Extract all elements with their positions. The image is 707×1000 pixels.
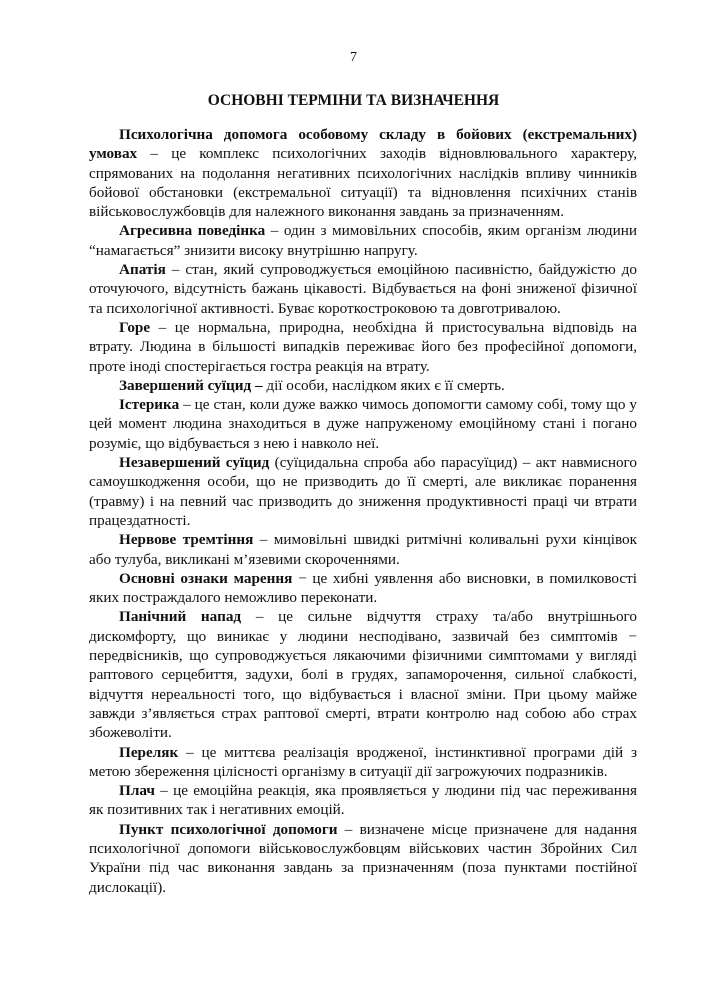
term-entry <box>89 820 637 897</box>
term-definition: дії особи, наслідком яких є її смерть. <box>262 376 505 394</box>
term-entry <box>89 781 637 820</box>
term-name: Істерика <box>119 396 180 414</box>
term-name: Нервове тремтіння <box>119 531 254 549</box>
term-entry <box>89 260 637 318</box>
term-definition: – це стан, коли дуже важко чимось допомогти самому собі, тому що у цей момент людина знаходиться в дуже напруженому емоційному стані і погано розуміє, що відбувається з нею і навколо неї. <box>89 396 637 452</box>
term-definition: – це миттєва реалізація вродженої, інстинктивної програми дій з метою збереження цілісності організму в ситуації дії загрожуючих подразників. <box>89 743 637 780</box>
term-name: Пункт психологічної допомоги <box>119 820 338 838</box>
term-name: Горе <box>119 318 151 336</box>
term-entry <box>89 530 637 569</box>
term-definition: – це нормальна, природна, необхідна й пристосувальна відповідь на втрату. Людина в більшості випадків переживає його без професійної допомоги, проте іноді спостерігається гостра реакція на втрату. <box>89 318 637 375</box>
term-definition: − це хибні уявлення або висновки, в помилковості яких постраждалого неможливо переконати. <box>89 569 637 607</box>
term-name: Психологічна допомога особовому складу в бойових (екстремальних) умовах <box>89 126 637 163</box>
term-name: Завершений суїцид – <box>119 376 263 394</box>
term-name: Панічний напад <box>119 608 242 626</box>
term-definition: – це емоційна реакція, яка проявляється у людини під час переживання як позитивних так і негативних емоцій. <box>89 782 637 819</box>
term-entry <box>89 125 637 221</box>
term-entry <box>89 453 637 530</box>
document-title: ОСНОВНІ ТЕРМІНИ ТА ВИЗНАЧЕННЯ <box>207 92 500 109</box>
term-name: Апатія <box>119 261 166 279</box>
term-name: Незавершений суїцид <box>119 454 270 472</box>
term-name: Плач <box>119 782 155 800</box>
term-name: Агресивна поведінка <box>119 222 266 240</box>
term-entry <box>89 569 637 608</box>
term-definition: – один з мимовільних способів, яким організм людини “намагається” знизити високу внутрішню напругу. <box>89 222 637 259</box>
term-entry <box>89 743 637 782</box>
page-number: 7 <box>350 50 357 65</box>
term-entry <box>89 607 637 742</box>
term-name: Основні ознаки марення <box>119 569 293 587</box>
term-definition: – мимовільні швидкі ритмічні коливальні рухи кінцівок або тулуба, викликані м’язевими скороченнями. <box>89 531 637 568</box>
term-definition: – стан, який супроводжується емоційною пасивністю, байдужістю до оточуючого, відсутність бажань цікавості. Відбувається на фоні зниженої фізичної та психологічної активності. Буває короткостроковою та довготривалою. <box>89 261 637 317</box>
term-entry <box>89 395 637 453</box>
term-definition: – визначене місце призначене для надання психологічної допомоги військовослужбовцям військових частин Збройних Сил України під час виконання завдань за призначенням (поза пунктами постійної дислокації). <box>89 820 637 896</box>
term-definition: – це сильне відчуття страху та/або внутрішнього дискомфорту, що виникає у людини несподівано, зазвичай без симптомів − передвісників, що супроводжується лякаючими фізичними симптомами у вигляді раптового серцебиття, задухи, болі в грудях, запаморочення, сильної слабкості, відчуття нереальності того, що відбувається і власної зміни. При цьому майже завжди з’являється страх раптової смерті, втрати контролю над собою або страх збожеволіти. <box>89 608 637 742</box>
term-definition: – це комплекс психологічних заходів відновлювального характеру, спрямованих на подолання негативних психологічних наслідків впливу чинників бойової обстановки (екстремальної ситуації) та відновлення психічних станів військовослужбовців для належного виконання завдань за призначенням. <box>89 145 637 221</box>
term-name: Переляк <box>119 743 179 761</box>
term-entry <box>89 318 637 376</box>
term-entry <box>89 221 637 260</box>
term-entry <box>89 376 637 395</box>
term-definition: (суїцидальна спроба або парасуїцид) – акт навмисного самоушкодження особи, що не призводить до її смерті, але викликає поранення (травму) і на певний час призводить до зниження продуктивності праці чи втрати працездатності. <box>89 454 637 529</box>
terms-list <box>89 125 637 897</box>
